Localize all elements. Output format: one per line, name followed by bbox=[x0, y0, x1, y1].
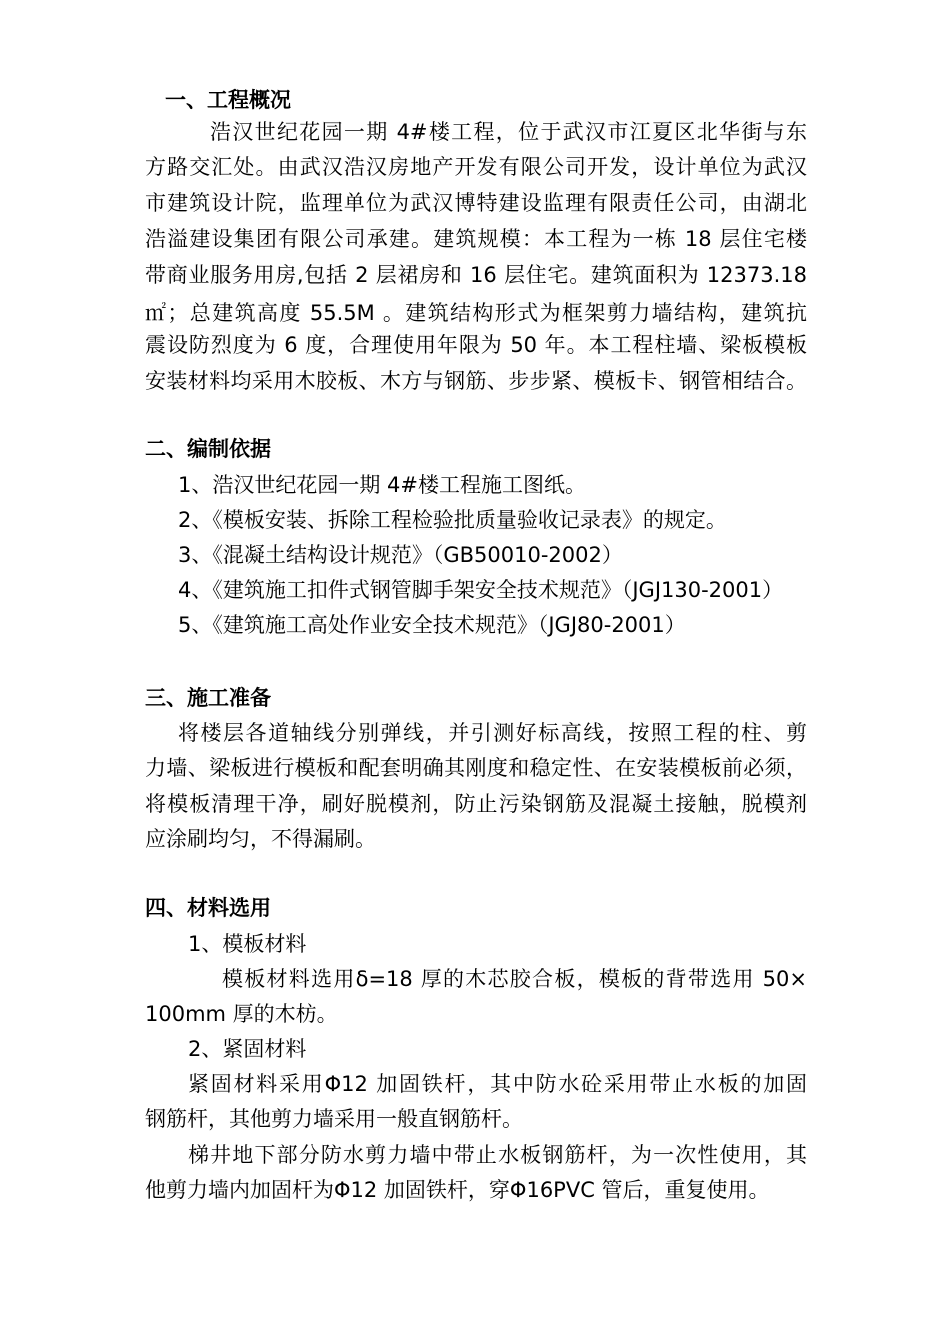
paragraph-line: ㎡；总建筑高度 55.5M 。建筑结构形式为框架剪力墙结构，建筑抗 bbox=[145, 301, 807, 325]
paragraph-line: 钢筋杆，其他剪力墙采用一般直钢筋杆。 bbox=[145, 1107, 523, 1131]
subheading: 1、模板材料 bbox=[188, 932, 307, 956]
paragraph-line: 市建筑设计院，监理单位为武汉博特建设监理有限责任公司，由湖北 bbox=[145, 191, 807, 215]
subheading: 2、紧固材料 bbox=[188, 1037, 307, 1061]
paragraph-line: 梯井地下部分防水剪力墙中带止水板钢筋杆，为一次性使用，其 bbox=[188, 1143, 807, 1167]
paragraph-line: 带商业服务用房,包括 2 层裙房和 16 层住宅。建筑面积为 12373.18 bbox=[145, 263, 807, 287]
paragraph-line: 紧固材料采用Φ12 加固铁杆，其中防水砼采用带止水板的加固 bbox=[188, 1072, 807, 1096]
paragraph-line: 将模板清理干净，刷好脱模剂，防止污染钢筋及混凝土接触，脱模剂 bbox=[145, 792, 807, 816]
paragraph-line: 方路交汇处。由武汉浩汉房地产开发有限公司开发，设计单位为武汉 bbox=[145, 155, 807, 179]
list-item: 5、《建筑施工高处作业安全技术规范》（JGJ80-2001） bbox=[178, 613, 686, 637]
paragraph-line: 浩溢建设集团有限公司承建。建筑规模：本工程为一栋 18 层住宅楼 bbox=[145, 227, 807, 251]
paragraph-line: 将楼层各道轴线分别弹线，并引测好标高线，按照工程的柱、剪 bbox=[178, 721, 807, 745]
section-heading-basis: 二、编制依据 bbox=[145, 437, 271, 461]
paragraph-line: 震设防烈度为 6 度，合理使用年限为 50 年。本工程柱墙、梁板模板 bbox=[145, 333, 807, 357]
paragraph-line: 安装材料均采用木胶板、木方与钢筋、步步紧、模板卡、钢管相结合。 bbox=[145, 369, 807, 393]
paragraph-line: 100mm 厚的木枋。 bbox=[145, 1002, 338, 1026]
paragraph-line: 他剪力墙内加固杆为Φ12 加固铁杆，穿Φ16PVC 管后，重复使用。 bbox=[145, 1178, 770, 1202]
paragraph-line: 应涂刷均匀，不得漏刷。 bbox=[145, 827, 376, 851]
section-heading-materials: 四、材料选用 bbox=[145, 896, 271, 920]
list-item: 2、《模板安装、拆除工程检验批质量验收记录表》的规定。 bbox=[178, 508, 727, 532]
paragraph-line: 浩汉世纪花园一期 4#楼工程，位于武汉市江夏区北华街与东 bbox=[210, 120, 807, 144]
list-item: 3、《混凝土结构设计规范》（GB50010-2002） bbox=[178, 543, 623, 567]
section-heading-overview: 一、工程概况 bbox=[165, 88, 291, 112]
paragraph-line: 模板材料选用δ=18 厚的木芯胶合板，模板的背带选用 50× bbox=[222, 967, 807, 991]
paragraph-line: 力墙、梁板进行模板和配套明确其刚度和稳定性、在安装模板前必须， bbox=[145, 756, 807, 780]
list-item: 1、浩汉世纪花园一期 4#楼工程施工图纸。 bbox=[178, 473, 586, 497]
section-heading-preparation: 三、施工准备 bbox=[145, 686, 271, 710]
list-item: 4、《建筑施工扣件式钢管脚手架安全技术规范》（JGJ130-2001） bbox=[178, 578, 784, 602]
